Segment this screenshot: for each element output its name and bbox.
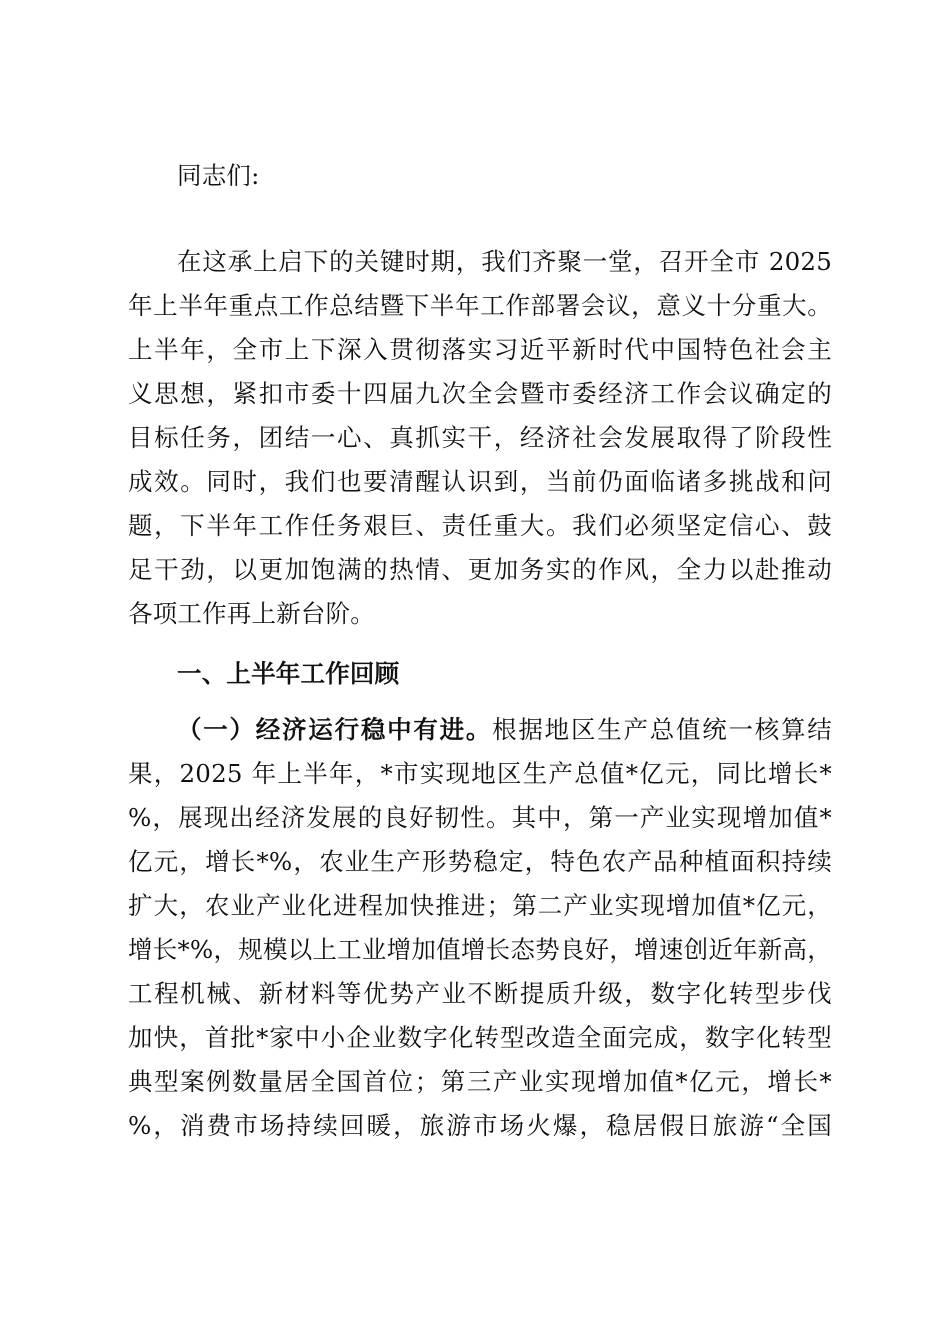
subsection-paragraph-line: %，展现出经济发展的良好韧性。其中，第一产业实现增加值* <box>128 803 832 832</box>
intro-paragraph-line: 成效。同时，我们也要清醒认识到，当前仍面临诸多挑战和问 <box>128 467 832 496</box>
intro-paragraph-line: 题，下半年工作任务艰巨、责任重大。我们必须坚定信心、鼓 <box>128 511 832 540</box>
intro-paragraph-line: 年上半年重点工作总结暨下半年工作部署会议，意义十分重大。 <box>128 291 832 320</box>
subsection-paragraph-line: 扩大，农业产业化进程加快推进；第二产业实现增加值*亿元， <box>128 891 832 920</box>
subsection-paragraph-line: 典型案例数量居全国首位；第三产业实现增加值*亿元，增长* <box>128 1067 832 1096</box>
subsection-paragraph-line: 果，2025 年上半年，*市实现地区生产总值*亿元，同比增长* <box>128 759 832 788</box>
intro-paragraph-line: 足干劲，以更加饱满的热情、更加务实的作风，全力以赴推动 <box>128 555 832 584</box>
intro-paragraph-line: 在这承上启下的关键时期，我们齐聚一堂，召开全市 2025 <box>177 247 832 276</box>
subsection-paragraph-line: 亿元，增长*%，农业生产形势稳定，特色农产品种植面积持续 <box>128 847 832 876</box>
section-heading: 一、上半年工作回顾 <box>177 659 400 688</box>
salutation: 同志们: <box>177 161 260 190</box>
intro-paragraph-line: 各项工作再上新台阶。 <box>128 599 375 628</box>
intro-paragraph-line: 上半年，全市上下深入贯彻落实习近平新时代中国特色社会主 <box>128 335 832 364</box>
subsection-paragraph-line: %，消费市场持续回暖，旅游市场火爆，稳居假日旅游“全国 <box>128 1111 832 1140</box>
subsection-paragraph-line: 工程机械、新材料等优势产业不断提质升级，数字化转型步伐 <box>128 979 832 1008</box>
intro-paragraph-line: 目标任务，团结一心、真抓实干，经济社会发展取得了阶段性 <box>128 423 832 452</box>
subsection-heading: （一）经济运行稳中有进。 <box>177 715 493 744</box>
subsection-paragraph-line: 加快，首批*家中小企业数字化转型改造全面完成，数字化转型 <box>128 1023 832 1052</box>
subsection-line-text: 根据地区生产总值统一核算结 <box>492 715 832 744</box>
subsection-paragraph-line: 增长*%，规模以上工业增加值增长态势良好，增速创近年新高， <box>128 935 832 964</box>
intro-paragraph-line: 义思想，紧扣市委十四届九次全会暨市委经济工作会议确定的 <box>128 379 832 408</box>
subsection-first-line <box>177 708 832 752</box>
